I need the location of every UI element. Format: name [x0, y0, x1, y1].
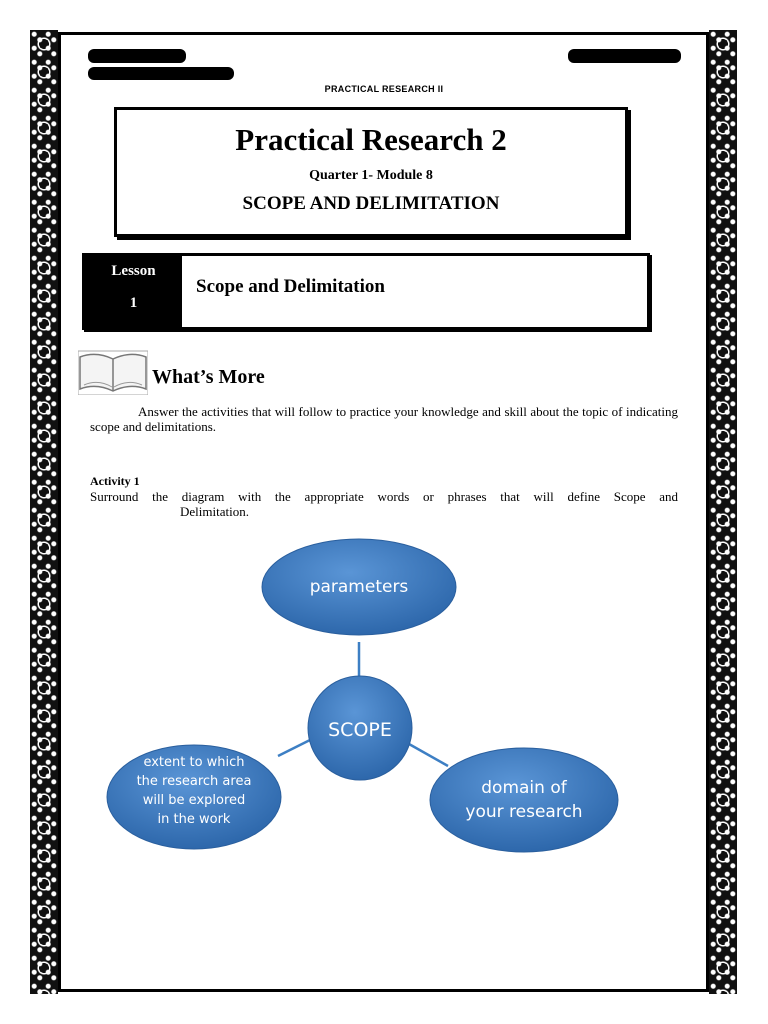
node-label: extent to which: [143, 755, 245, 770]
module-subtitle: Quarter 1- Module 8: [309, 168, 433, 183]
connector-line: [278, 740, 310, 756]
module-title: Practical Research 2: [235, 122, 507, 157]
node-label: parameters: [309, 577, 409, 597]
connector-line: [409, 744, 448, 766]
running-header: PRACTICAL RESEARCH II: [324, 84, 444, 94]
module-heading: SCOPE AND DELIMITATION: [242, 193, 500, 214]
decorative-border-left: [30, 30, 58, 994]
decorative-border-right: [709, 30, 737, 994]
activity-title: Activity 1: [90, 474, 140, 488]
node-domain: [430, 748, 618, 852]
node-label: SCOPE: [328, 719, 392, 741]
frame-line-top: [58, 32, 709, 35]
lesson-title: Scope and Delimitation: [196, 276, 385, 297]
scope-diagram: [100, 530, 630, 870]
instructions-paragraph: Answer the activities that will follow to practice your knowledge and skill about the topic of indicating scope and delimitations.: [90, 404, 678, 434]
open-book-icon: [78, 349, 148, 395]
node-label: the research area: [136, 774, 252, 789]
lesson-label: Lesson: [111, 263, 156, 279]
frame-line-bottom: [58, 989, 709, 992]
lesson-tab: [85, 256, 182, 327]
node-extent: [107, 745, 281, 849]
lesson-number: 1: [129, 295, 138, 311]
node-label: in the work: [157, 812, 231, 827]
frame-line-left: [58, 32, 61, 992]
section-title: What’s More: [152, 366, 265, 388]
module-title-box: [114, 107, 628, 237]
redaction-bar: [88, 49, 186, 63]
node-scope: [308, 676, 412, 780]
node-parameters: [262, 539, 456, 635]
node-label: your research: [465, 802, 583, 822]
node-label: domain of: [481, 778, 567, 798]
node-label: will be explored: [142, 793, 246, 808]
activity-text: [90, 489, 678, 519]
redaction-bar: [88, 67, 234, 80]
activity-text-line: Surround the diagram with the appropriate words or phrases that will define Scope and: [90, 489, 678, 504]
redaction-bar: [568, 49, 681, 63]
activity-text-line: Delimitation.: [180, 504, 249, 519]
frame-line-right: [706, 32, 709, 992]
lesson-box: [82, 253, 650, 330]
